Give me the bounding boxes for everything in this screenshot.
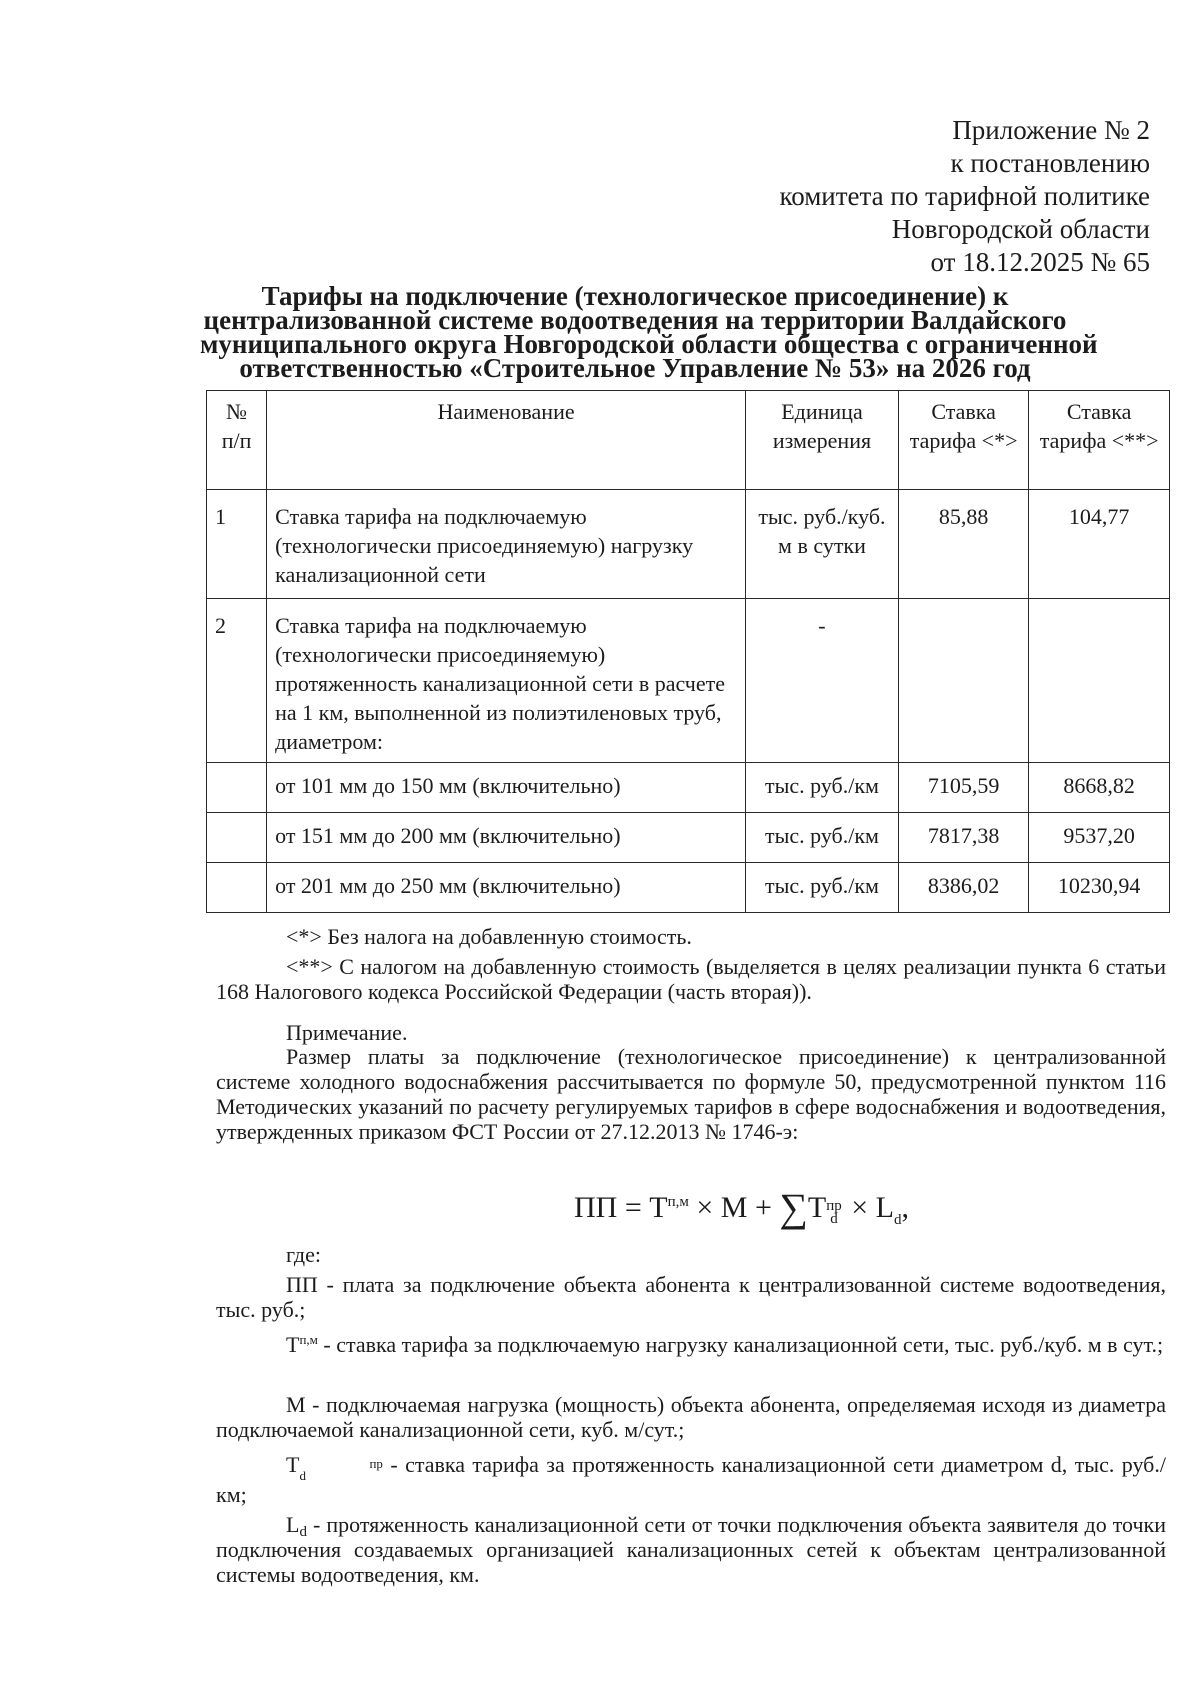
row-name: Ставка тарифа на подключаемую (технологически присоединяемую) нагрузку канализационной сети [267, 490, 746, 599]
table-row [207, 863, 1170, 913]
row-unit: тыс. руб./куб. м в сутки [746, 490, 899, 599]
remark-label: Примечание. [286, 1020, 408, 1045]
row-rate-with-vat: 104,77 [1029, 490, 1170, 599]
definition-t-pr-subscript: d [299, 1468, 306, 1483]
appendix-date: от 18.12.2025 № 65 [930, 247, 1150, 277]
formula-t2-subscript: d [830, 1211, 838, 1227]
definition-t-pm [216, 1332, 1166, 1357]
definition-pp [216, 1272, 1166, 1322]
row-rate-without-vat: 8386,02 [898, 863, 1028, 913]
definition-t-pr-indices [299, 1458, 382, 1482]
definition-pp-text: - плата за подключение объекта абонента к централизованной системе водоотведения, тыс. руб.; [216, 1272, 1166, 1322]
definition-t-pr-superscript: пр [369, 1456, 383, 1471]
row-rate-without-vat: 7105,59 [898, 763, 1028, 813]
header-name: Наименование [267, 391, 746, 490]
header-number: № п/п [207, 391, 267, 490]
formula-t2: Т [807, 1191, 827, 1224]
definition-t-pr-text: - ставка тарифа за протяженность канализационной сети диаметром d, тыс. руб./км; [216, 1452, 1166, 1507]
footnote-with-vat: <**> С налогом на добавленную стоимость (выделяется в целях реализации пункта 6 статьи 168 Налогового кодекса Российской Федерации (часть вторая)). [216, 954, 1166, 1004]
title-line-4: ответственностью «Строительное Управление № 53» на 2026 год [239, 353, 1031, 383]
row-name: от 101 мм до 150 мм (включительно) [267, 763, 746, 813]
definition-m [216, 1392, 1166, 1442]
formula-t-superscript: п,м [667, 1194, 689, 1210]
row-unit: тыс. руб./км [746, 763, 899, 813]
document-title [200, 281, 1098, 383]
formula-t2-superscript: пр [826, 1198, 842, 1214]
formula-tail: × L [843, 1191, 894, 1224]
definition-ld [216, 1512, 1166, 1587]
row-unit: - [746, 599, 899, 763]
row-name: Ставка тарифа на подключаемую (технологически присоединяемую) протяженность канализационной сети в расчете на 1 км, выполненной из полиэтиленовых труб, диаметром: [267, 599, 746, 763]
row-rate-without-vat: 7817,38 [898, 813, 1028, 863]
where-label: где: [286, 1242, 321, 1267]
formula-l-subscript: d [894, 1212, 902, 1228]
row-number: 2 [207, 599, 267, 763]
definition-t-pr [216, 1452, 1166, 1507]
table-header-row [207, 391, 1170, 490]
table-row [207, 490, 1170, 599]
row-rate-with-vat: 10230,94 [1029, 863, 1170, 913]
table-row [207, 599, 1170, 763]
definition-ld-symbol: L [286, 1512, 300, 1537]
appendix-number: Приложение № 2 [952, 115, 1150, 145]
sum-symbol: ∑ [779, 1185, 808, 1230]
formula-t2-indices [826, 1200, 842, 1226]
definition-m-symbol: М [286, 1392, 306, 1417]
row-unit: тыс. руб./км [746, 813, 899, 863]
title-line-2: централизованной системе водоотведения на территории Валдайского [203, 305, 1067, 335]
row-unit: тыс. руб./км [746, 863, 899, 913]
definition-t-pr-symbol: Т [286, 1452, 300, 1477]
table-row [207, 813, 1170, 863]
row-number [207, 763, 267, 813]
definition-pp-symbol: ПП [286, 1272, 318, 1297]
appendix-header [779, 114, 1150, 279]
row-rate-without-vat [898, 599, 1028, 763]
row-number: 1 [207, 490, 267, 599]
definition-t-pm-symbol: Т [286, 1332, 300, 1357]
row-name: от 151 мм до 200 мм (включительно) [267, 813, 746, 863]
row-number [207, 813, 267, 863]
appendix-committee: комитета по тарифной политике [779, 181, 1150, 211]
appendix-region: Новгородской области [891, 214, 1150, 244]
definition-t-pm-text: - ставка тарифа за подключаемую нагрузку канализационной сети, тыс. руб./куб. м в сут.; [317, 1332, 1164, 1357]
definition-m-text: - подключаемая нагрузка (мощность) объекта абонента, определяемая исходя из диаметра подключаемой канализационной сети, куб. м/сут.; [216, 1392, 1166, 1442]
definition-ld-text: - протяженность канализационной сети от точки подключения объекта заявителя до точки подключения создаваемых организацией канализационных сетей к объектам централизованной системы водоотведения, км. [216, 1512, 1166, 1587]
appendix-to: к постановлению [950, 148, 1150, 178]
header-rate-with-vat: Ставка тарифа <**> [1029, 391, 1170, 490]
row-rate-with-vat [1029, 599, 1170, 763]
payment-formula [574, 1184, 909, 1231]
row-rate-without-vat: 85,88 [898, 490, 1028, 599]
table-row [207, 763, 1170, 813]
title-line-1: Тарифы на подключение (технологическое присоединение) к [261, 281, 1009, 311]
formula-end: , [901, 1191, 909, 1224]
formula-lhs: ПП = Т [574, 1191, 668, 1224]
row-rate-with-vat: 9537,20 [1029, 813, 1170, 863]
remark-text: Размер платы за подключение (технологическое присоединение) к централизованной системе холодного водоснабжения рассчитывается по формуле 50, предусмотренной пунктом 116 Методических указаний по расчету регулируемых тарифов в сфере водоснабжения и водоотведения, утвержденных приказом ФСТ России от 27.12.2013 № 1746-э: [216, 1044, 1166, 1144]
row-number [207, 863, 267, 913]
definition-t-pm-superscript: п,м [299, 1332, 318, 1347]
row-rate-with-vat: 8668,82 [1029, 763, 1170, 813]
definition-ld-subscript: d [299, 1524, 307, 1540]
formula-mid: × М + [688, 1191, 780, 1224]
row-name: от 201 мм до 250 мм (включительно) [267, 863, 746, 913]
footnote-no-vat: <*> Без налога на добавленную стоимость. [286, 924, 692, 949]
header-unit: Единица измерения [746, 391, 899, 490]
title-line-3: муниципального округа Новгородской области общества с ограниченной [200, 329, 1098, 359]
tariffs-table [206, 390, 1170, 913]
header-rate-without-vat: Ставка тарифа <*> [898, 391, 1028, 490]
